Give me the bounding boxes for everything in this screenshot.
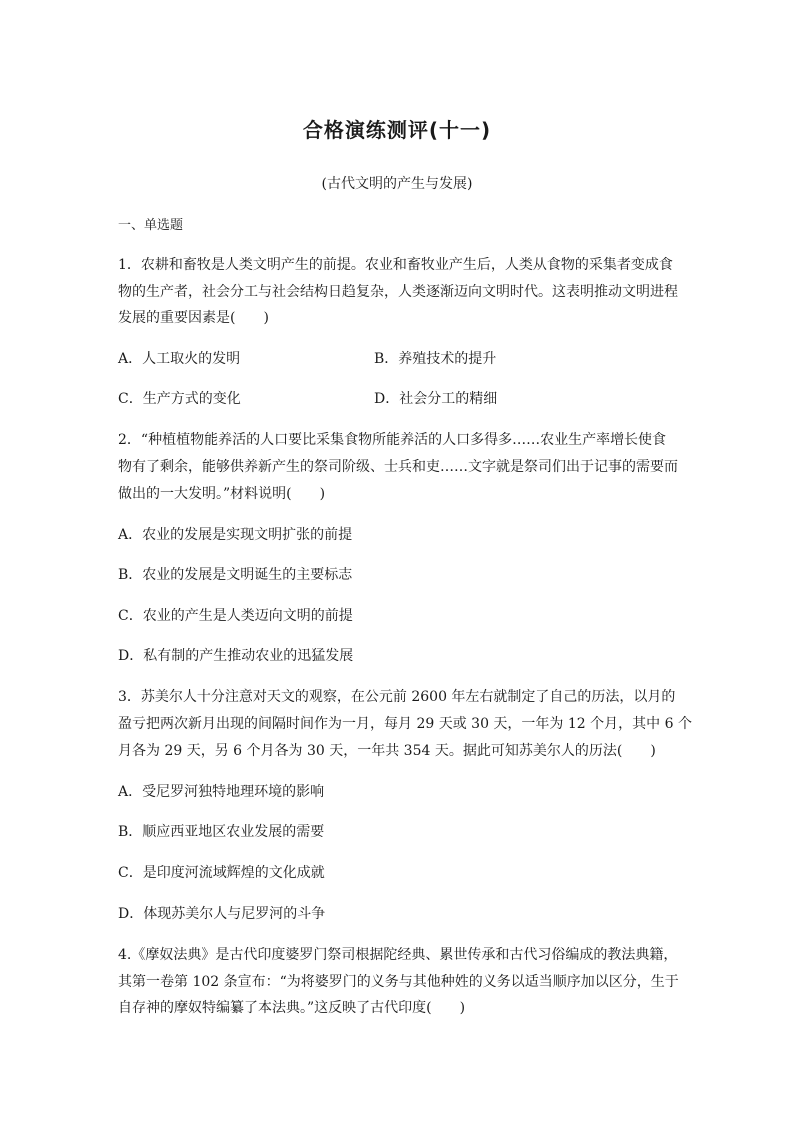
question-1-option-b: B．养殖技术的提升: [374, 351, 497, 367]
question-3-option-a: A．受尼罗河独特地理环境的影响: [118, 784, 325, 800]
question-1-line-3: 发展的重要因素是( ): [118, 310, 269, 326]
question-1-line-1: 1．农耕和畜牧是人类文明产生的前提。农业和畜牧业产生后，人类从食物的采集者变成食: [118, 257, 673, 273]
question-2-option-a: A．农业的发展是实现文明扩张的前提: [118, 527, 353, 543]
question-3-line-1: 3．苏美尔人十分注意对天文的观察，在公元前 2600 年左右就制定了自己的历法，以月的: [118, 689, 676, 705]
question-3-option-d: D．体现苏美尔人与尼罗河的斗争: [118, 906, 326, 922]
question-1-line-2: 物的生产者，社会分工与社会结构日趋复杂，人类逐渐迈向文明时代。这表明推动文明进程: [118, 284, 678, 300]
question-4-line-3: 自存神的摩奴特编纂了本法典。”这反映了古代印度( ): [118, 1000, 466, 1016]
question-4-line-2: 其第一卷第 102 条宣布：“为将婆罗门的义务与其他种姓的义务以适当顺序加以区分，生于: [118, 974, 679, 990]
question-1-option-a: A．人工取火的发明: [118, 351, 241, 367]
question-1-option-c: C．生产方式的变化: [118, 391, 241, 407]
page-title: 合格演练测评(十一): [302, 118, 492, 142]
question-3-line-2: 盈亏把两次新月出现的间隔时间作为一月，每月 29 天或 30 天，一年为 12 个月，其中 6 个: [118, 716, 692, 732]
question-2-option-c: C．农业的产生是人类迈向文明的前提: [118, 608, 353, 624]
question-1-option-d: D．社会分工的精细: [374, 391, 498, 407]
question-3-option-c: C．是印度河流域辉煌的文化成就: [118, 865, 325, 881]
page-subtitle: (古代文明的产生与发展): [321, 176, 473, 192]
question-4-line-1: 4.《摩奴法典》是古代印度婆罗门祭司根据陀经典、累世传承和古代习俗编成的教法典籍，: [118, 947, 678, 963]
question-2-option-b: B．农业的发展是文明诞生的主要标志: [118, 567, 353, 583]
question-3-line-3: 月各为 29 天，另 6 个月各为 30 天，一年共 354 天。据此可知苏美尔人的历法( ): [118, 743, 656, 759]
question-2-option-d: D．私有制的产生推动农业的迅猛发展: [118, 648, 354, 664]
question-2-line-2: 物有了剩余，能够供养新产生的祭司阶级、士兵和吏……文字就是祭司们出于记事的需要而: [118, 459, 678, 475]
section-heading: 一、单选题: [118, 218, 184, 233]
question-2-line-3: 做出的一大发明。”材料说明( ): [118, 486, 326, 502]
question-2-line-1: 2．“种植植物能养活的人口要比采集食物所能养活的人口多得多……农业生产率增长使食: [118, 432, 667, 448]
question-3-option-b: B．顺应西亚地区农业发展的需要: [118, 824, 325, 840]
